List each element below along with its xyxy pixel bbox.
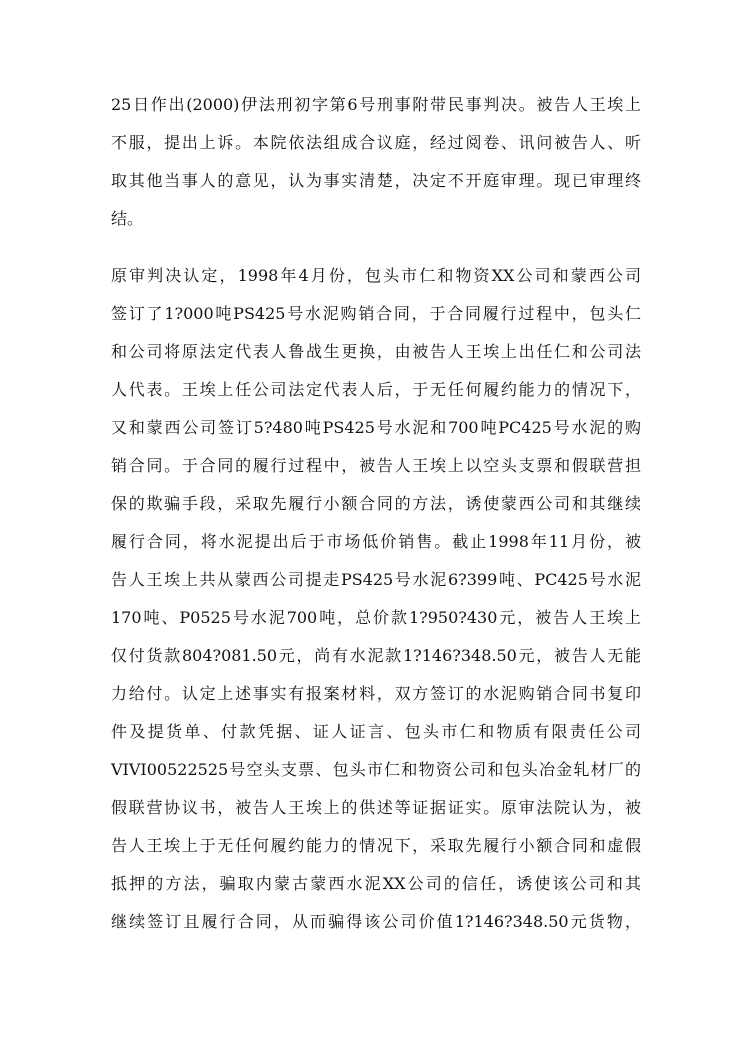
paragraph-original-judgment [111,257,641,941]
text-line: 告人王埃上共从蒙西公司提走PS425号水泥6?399吨、PC425号水泥 [111,570,641,589]
text-line: VIVI00522525号空头支票、包头市仁和物资公司和包头冶金轧材厂的 [111,760,641,779]
text-line: 和公司将原法定代表人鲁战生更换，由被告人王埃上出任仁和公司法 [111,342,641,361]
text-line: 抵押的方法，骗取内蒙古蒙西水泥XX公司的信任，诱使该公司和其 [111,874,641,893]
text-line: 销合同。于合同的履行过程中，被告人王埃上以空头支票和假联营担 [111,456,641,475]
paragraph-appeal [111,86,641,238]
text-line: 又和蒙西公司签订5?480吨PS425号水泥和700吨PC425号水泥的购 [111,418,641,437]
text-line: 件及提货单、付款凭据、证人证言、包头市仁和物质有限责任公司 [111,722,641,741]
text-line: 保的欺骗手段，采取先履行小额合同的方法，诱使蒙西公司和其继续 [111,494,641,513]
text-line: 170吨、P0525号水泥700吨，总价款1?950?430元，被告人王埃上 [111,608,641,627]
text-line: 假联营协议书，被告人王埃上的供述等证据证实。原审法院认为，被 [111,798,641,817]
text-line: 不服，提出上诉。本院依法组成合议庭，经过阅卷、讯问被告人、听 [111,133,641,152]
text-line: 人代表。王埃上任公司法定代表人后，于无任何履约能力的情况下， [111,380,641,399]
text-line: 签订了1?000吨PS425号水泥购销合同，于合同履行过程中，包头仁 [111,304,641,323]
text-line: 取其他当事人的意见，认为事实清楚，决定不开庭审理。现已审理终 [111,171,641,190]
text-line: 告人王埃上于无任何履约能力的情况下，采取先履行小额合同和虚假 [111,836,641,855]
text-line: 履行合同，将水泥提出后于市场低价销售。截止1998年11月份，被 [111,532,641,551]
text-line: 原审判决认定，1998年4月份，包头市仁和物资XX公司和蒙西公司 [111,266,641,285]
text-line: 结。 [111,209,144,228]
text-line: 力给付。认定上述事实有报案材料，双方签订的水泥购销合同书复印 [111,684,641,703]
text-line: 25日作出(2000)伊法刑初字第6号刑事附带民事判决。被告人王埃上 [111,95,641,114]
text-line: 仅付货款804?081.50元，尚有水泥款1?146?348.50元，被告人无能 [111,646,641,665]
text-line: 继续签订且履行合同，从而骗得该公司价值1?146?348.50元货物， [111,912,641,931]
